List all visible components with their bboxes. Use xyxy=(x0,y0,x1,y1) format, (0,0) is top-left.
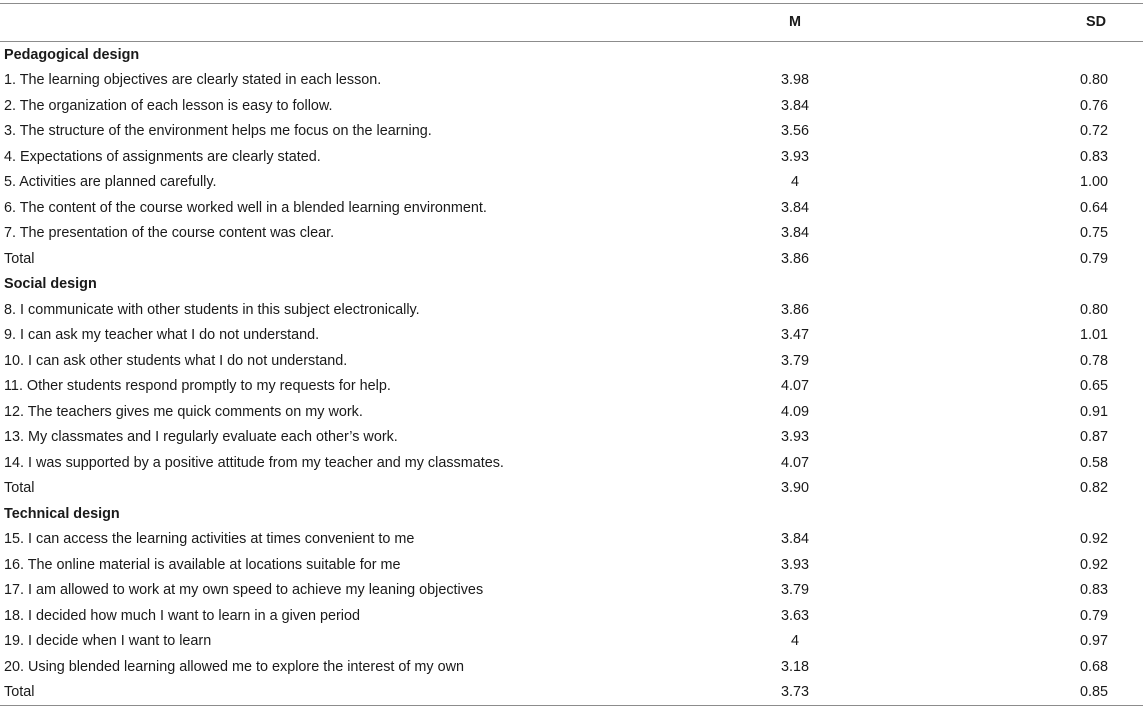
row-mean: 3.63 xyxy=(780,607,809,624)
row-mean: 3.56 xyxy=(780,123,809,140)
row-mean: 4 xyxy=(790,174,799,191)
row-mean: 3.79 xyxy=(780,582,809,599)
row-label: 2. The organization of each lesson is easy to follow. xyxy=(4,97,333,114)
row-sd: 0.75 xyxy=(1079,225,1108,242)
table-row xyxy=(0,578,1143,604)
row-mean: 4.07 xyxy=(780,378,809,395)
row-mean: 3.90 xyxy=(780,480,809,497)
row-label: 8. I communicate with other students in this subject electronically. xyxy=(4,301,420,318)
survey-table xyxy=(0,3,1143,706)
row-label: 12. The teachers gives me quick comments on my work. xyxy=(4,403,363,420)
row-mean: 3.84 xyxy=(780,225,809,242)
table-row xyxy=(0,221,1143,247)
row-mean: 3.47 xyxy=(780,327,809,344)
row-mean: 4.07 xyxy=(780,454,809,471)
table-row xyxy=(0,629,1143,655)
table-row xyxy=(0,348,1143,374)
table-row xyxy=(0,399,1143,425)
row-sd: 0.68 xyxy=(1079,658,1108,675)
row-label: 4. Expectations of assignments are clearly stated. xyxy=(4,148,321,165)
row-sd: 0.80 xyxy=(1079,72,1108,89)
row-sd: 0.83 xyxy=(1079,582,1108,599)
row-mean: 3.86 xyxy=(780,250,809,267)
table-row xyxy=(0,323,1143,349)
row-sd: 0.83 xyxy=(1079,148,1108,165)
row-label: 17. I am allowed to work at my own speed to achieve my leaning objectives xyxy=(4,582,484,599)
table-row xyxy=(0,425,1143,451)
row-label: 5. Activities are planned carefully. xyxy=(4,174,217,191)
row-label: Technical design xyxy=(4,505,120,522)
table-row xyxy=(0,654,1143,680)
row-mean: 3.84 xyxy=(780,199,809,216)
row-mean: 3.86 xyxy=(780,301,809,318)
section-header-row xyxy=(0,272,1143,298)
bottom-rule xyxy=(0,705,1143,706)
table-row xyxy=(0,144,1143,170)
row-mean: 3.98 xyxy=(780,72,809,89)
row-label: Total xyxy=(4,250,35,267)
table-row xyxy=(0,68,1143,94)
row-label: Total xyxy=(4,684,35,701)
row-mean: 3.79 xyxy=(780,352,809,369)
row-label: Total xyxy=(4,480,35,497)
row-sd: 0.82 xyxy=(1079,480,1108,497)
row-sd: 0.58 xyxy=(1079,454,1108,471)
row-label: Social design xyxy=(4,276,97,293)
total-row xyxy=(0,246,1143,272)
row-label: 14. I was supported by a positive attitude from my teacher and my classmates. xyxy=(4,454,504,471)
row-sd: 0.92 xyxy=(1079,531,1108,548)
row-mean: 4.09 xyxy=(780,403,809,420)
row-label: 15. I can access the learning activities at times convenient to me xyxy=(4,531,415,548)
section-header-row xyxy=(0,501,1143,527)
row-mean: 3.93 xyxy=(780,429,809,446)
row-label: 19. I decide when I want to learn xyxy=(4,633,212,650)
table-row xyxy=(0,603,1143,629)
row-mean: 4 xyxy=(790,633,799,650)
row-mean: 3.18 xyxy=(780,658,809,675)
row-sd: 1.01 xyxy=(1079,327,1108,344)
row-label: 1. The learning objectives are clearly stated in each lesson. xyxy=(4,72,382,89)
row-mean: 3.93 xyxy=(780,148,809,165)
row-label: 20. Using blended learning allowed me to explore the interest of my own xyxy=(4,658,464,675)
table-row xyxy=(0,93,1143,119)
row-label: 7. The presentation of the course content was clear. xyxy=(4,225,335,242)
total-row xyxy=(0,476,1143,502)
header-sd: SD xyxy=(1086,14,1106,31)
row-sd: 0.72 xyxy=(1079,123,1108,140)
row-sd: 0.79 xyxy=(1079,250,1108,267)
table-row xyxy=(0,119,1143,145)
row-mean: 3.73 xyxy=(780,684,809,701)
row-sd: 0.85 xyxy=(1079,684,1108,701)
row-mean: 3.84 xyxy=(780,531,809,548)
table-row xyxy=(0,552,1143,578)
row-sd: 0.87 xyxy=(1079,429,1108,446)
row-mean: 3.84 xyxy=(780,97,809,114)
row-label: 6. The content of the course worked well in a blended learning environment. xyxy=(4,199,487,216)
header-mean: M xyxy=(789,14,801,31)
row-sd: 0.91 xyxy=(1079,403,1108,420)
row-label: 10. I can ask other students what I do not understand. xyxy=(4,352,348,369)
row-label: 9. I can ask my teacher what I do not understand. xyxy=(4,327,320,344)
table-row xyxy=(0,450,1143,476)
table-body xyxy=(0,42,1143,705)
table-header xyxy=(0,4,1143,41)
row-label: Pedagogical design xyxy=(4,46,140,63)
table-row xyxy=(0,374,1143,400)
row-sd: 0.97 xyxy=(1079,633,1108,650)
row-sd: 0.65 xyxy=(1079,378,1108,395)
row-sd: 1.00 xyxy=(1079,174,1108,191)
row-sd: 0.76 xyxy=(1079,97,1108,114)
row-sd: 0.79 xyxy=(1079,607,1108,624)
row-label: 11. Other students respond promptly to my requests for help. xyxy=(4,378,391,395)
row-sd: 0.78 xyxy=(1079,352,1108,369)
table-row xyxy=(0,170,1143,196)
section-header-row xyxy=(0,42,1143,68)
row-sd: 0.80 xyxy=(1079,301,1108,318)
table-row xyxy=(0,195,1143,221)
total-row xyxy=(0,680,1143,706)
row-label: 3. The structure of the environment helps me focus on the learning. xyxy=(4,123,432,140)
row-label: 18. I decided how much I want to learn in a given period xyxy=(4,607,360,624)
row-mean: 3.93 xyxy=(780,556,809,573)
row-label: 16. The online material is available at locations suitable for me xyxy=(4,556,401,573)
table-row xyxy=(0,527,1143,553)
table-row xyxy=(0,297,1143,323)
row-label: 13. My classmates and I regularly evaluate each other’s work. xyxy=(4,429,398,446)
row-sd: 0.64 xyxy=(1079,199,1108,216)
row-sd: 0.92 xyxy=(1079,556,1108,573)
